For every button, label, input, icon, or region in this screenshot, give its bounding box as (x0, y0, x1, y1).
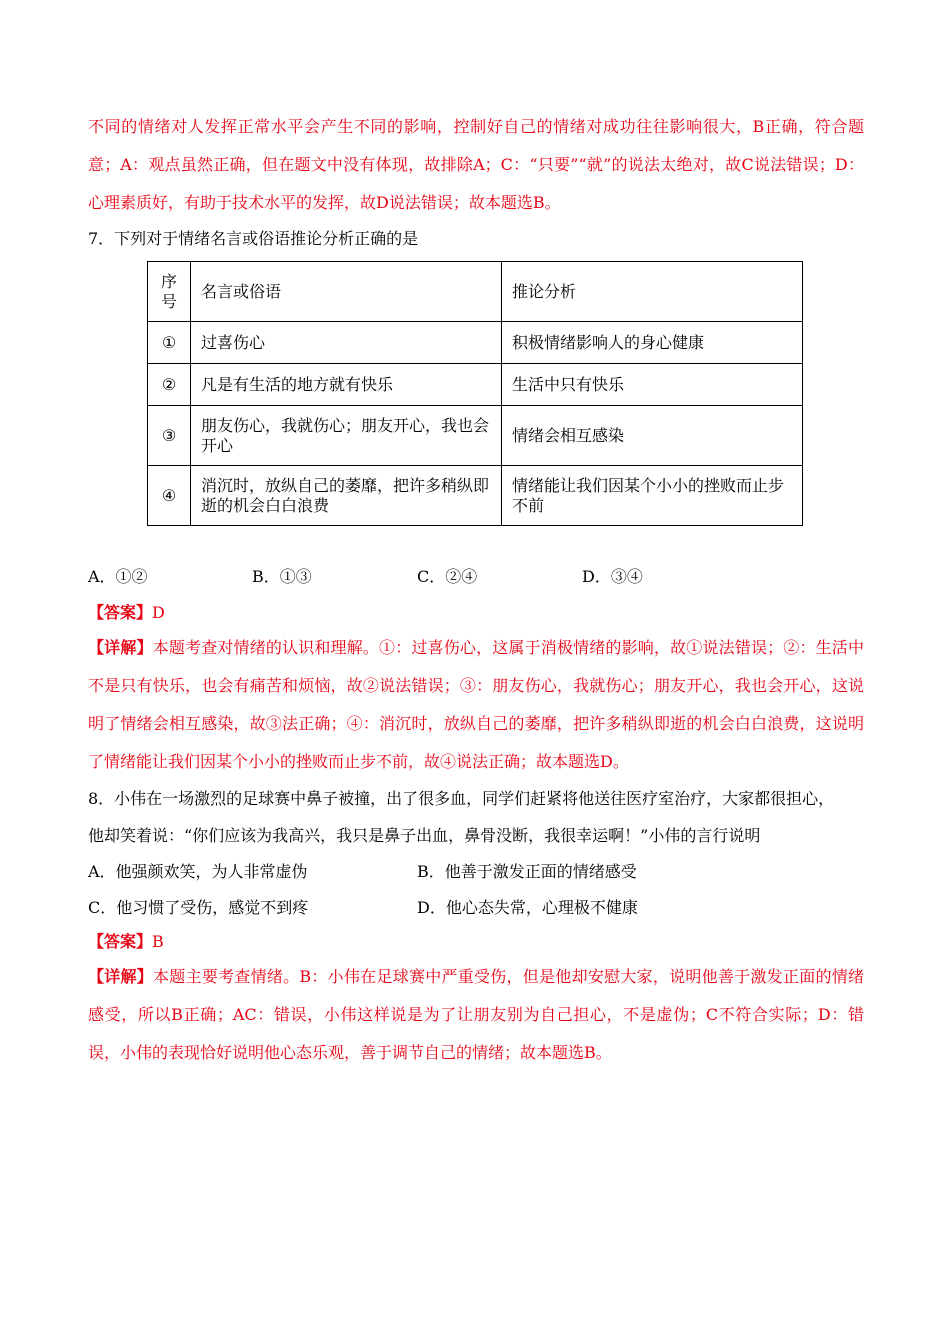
q7-table (147, 261, 803, 526)
header-saying: 名言或俗语 (191, 262, 502, 322)
q7-answer (88, 602, 165, 624)
header-analysis: 推论分析 (502, 262, 803, 322)
explanation-label: 【详解】 (88, 638, 153, 657)
q7-option-a: A．①② (88, 567, 148, 586)
explanation-label: 【详解】 (88, 967, 154, 986)
q8-option-c: C．他习惯了受伤，感觉不到疼 (88, 898, 309, 917)
explanation-text: 本题考查对情绪的认识和理解。①：过喜伤心，这属于消极情绪的影响，故①说法错误；②：生活中不是只有快乐，也会有痛苦和烦恼，故②说法错误；③：朋友伤心，我就伤心；朋友开心，我也会开心，这说明了情绪会相互感染，故③法正确；④：消沉时，放纵自己的萎靡，把许多稍纵即逝的机会白白浪费，这说明了情绪能让我们因某个小小的挫败而止步不前，故④说法正确；故本题选D。 (88, 638, 864, 771)
table-header-row (148, 262, 803, 322)
q8-stem-line2: 他却笑着说：“你们应该为我高兴，我只是鼻子出血，鼻骨没断，我很幸运啊！”小伟的言行说明 (88, 826, 761, 845)
q7-explanation (88, 629, 864, 781)
answer-label: 【答案】 (88, 603, 153, 622)
row-saying: 凡是有生活的地方就有快乐 (191, 364, 502, 406)
table-row (148, 364, 803, 406)
q8-option-a: A．他强颜欢笑，为人非常虚伪 (88, 862, 308, 881)
answer-value: B (152, 932, 164, 951)
row-number: ③ (148, 406, 191, 466)
q7-option-b: B．①③ (252, 567, 312, 586)
row-saying: 朋友伤心，我就伤心；朋友开心，我也会开心 (191, 406, 502, 466)
q6-explanation-tail: 不同的情绪对人发挥正常水平会产生不同的影响，控制好自己的情绪对成功往往影响很大，B正确，符合题意；A：观点虽然正确，但在题文中没有体现，故排除A；C：“只要”“就”的说法太绝对，故C说法错误；D：心理素质好，有助于技术水平的发挥，故D说法错误；故本题选B。 (88, 117, 864, 212)
table-row (148, 322, 803, 364)
row-analysis: 情绪能让我们因某个小小的挫败而止步不前 (502, 466, 803, 526)
answer-label: 【答案】 (88, 932, 153, 951)
q8-answer (88, 931, 164, 953)
q7-option-c: C．②④ (417, 567, 478, 586)
row-saying: 消沉时，放纵自己的萎靡，把许多稍纵即逝的机会白白浪费 (191, 466, 502, 526)
answer-value: D (152, 603, 165, 622)
q8-explanation (88, 958, 864, 1072)
q7-option-d: D．③④ (582, 567, 643, 586)
table-row (148, 406, 803, 466)
row-number: ④ (148, 466, 191, 526)
q7-stem: 7．下列对于情绪名言或俗语推论分析正确的是 (88, 229, 419, 248)
table-row (148, 466, 803, 526)
row-analysis: 生活中只有快乐 (502, 364, 803, 406)
row-number: ② (148, 364, 191, 406)
row-analysis: 情绪会相互感染 (502, 406, 803, 466)
row-analysis: 积极情绪影响人的身心健康 (502, 322, 803, 364)
row-number: ① (148, 322, 191, 364)
q8-option-d: D．他心态失常，心理极不健康 (417, 898, 638, 917)
q8-option-b: B．他善于激发正面的情绪感受 (417, 862, 637, 881)
q8-stem-line1: 8．小伟在一场激烈的足球赛中鼻子被撞，出了很多血，同学们赶紧将他送往医疗室治疗，大家都很担心， (88, 789, 835, 808)
explanation-text: 本题主要考查情绪。B：小伟在足球赛中严重受伤，但是他却安慰大家，说明他善于激发正面的情绪感受，所以B正确；AC：错误，小伟这样说是为了让朋友别为自己担心，不是虚伪；C不符合实际；D：错误，小伟的表现恰好说明他心态乐观，善于调节自己的情绪；故本题选B。 (88, 967, 864, 1062)
row-saying: 过喜伤心 (191, 322, 502, 364)
header-number: 序号 (148, 262, 191, 322)
